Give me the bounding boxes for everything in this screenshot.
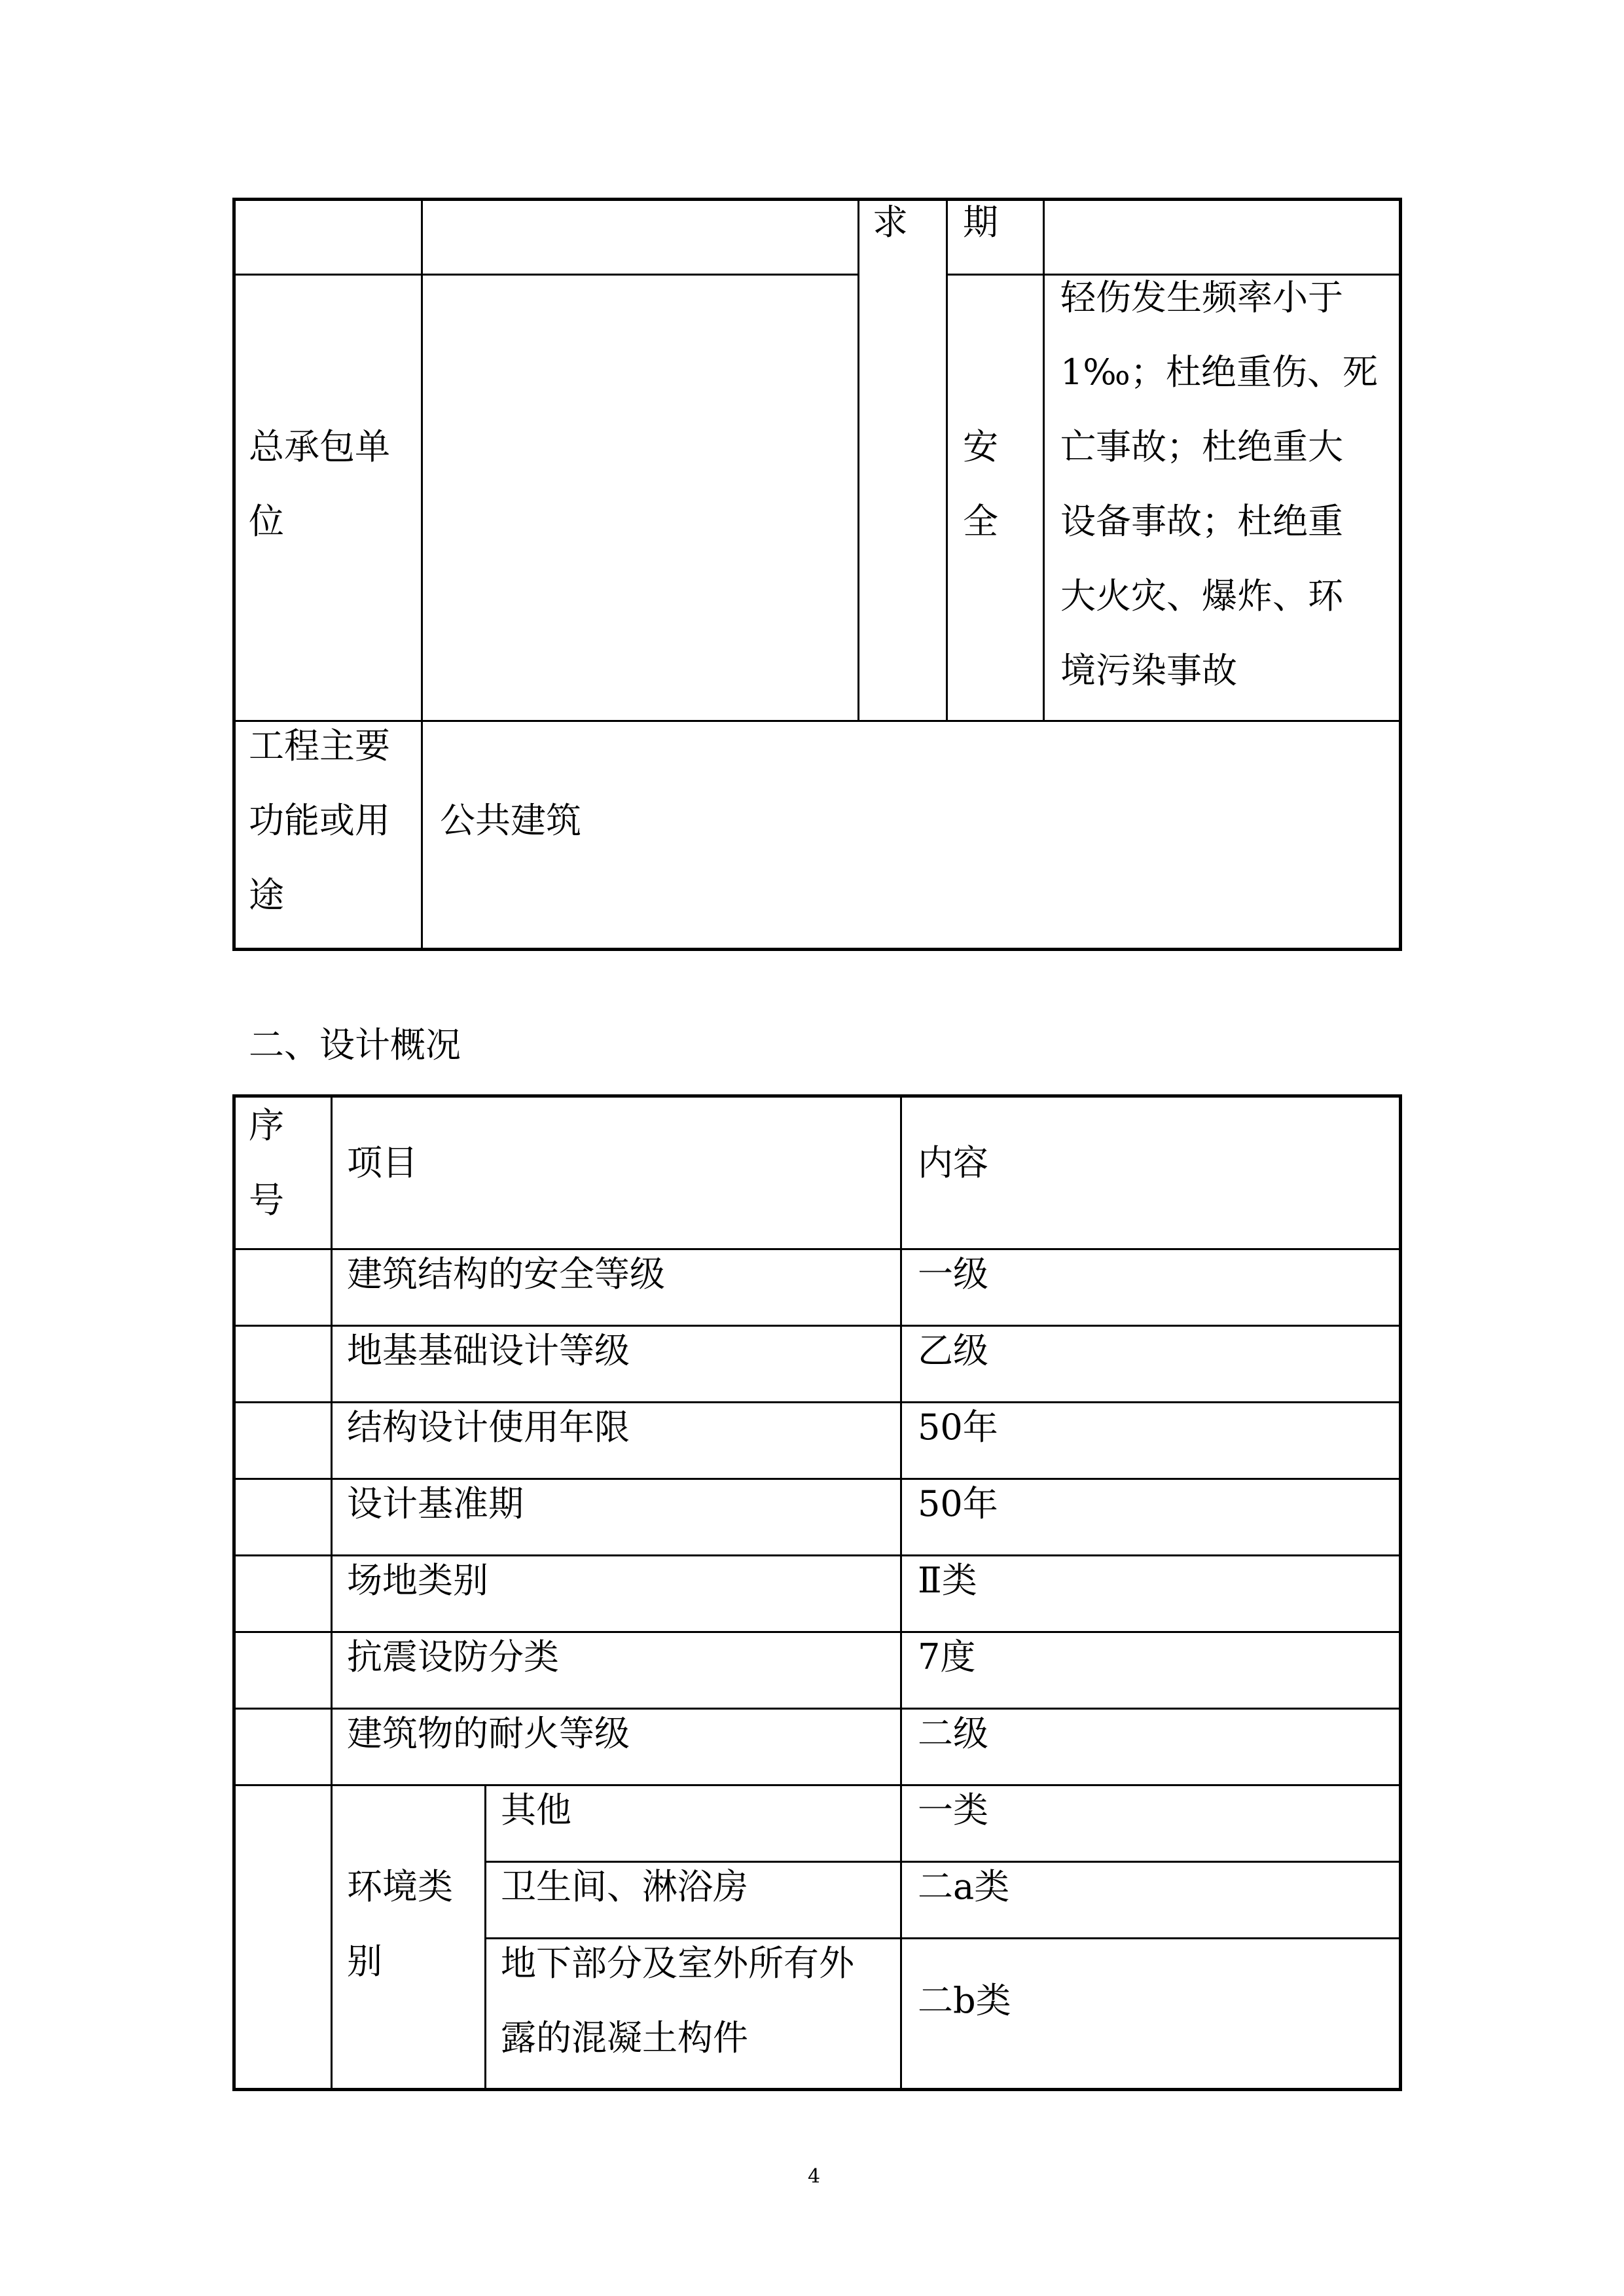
t2-left-border <box>232 1094 236 2091</box>
t1-bottom-border <box>232 948 1402 951</box>
t2-row-item: 场地类别 <box>347 1560 488 1601</box>
t2-header-seq-line1: 序 <box>249 1105 284 1146</box>
t2-row-item: 结构设计使用年限 <box>347 1407 630 1448</box>
t1-col2-divider <box>857 198 859 722</box>
t1-r3-label-line: 工程主要 <box>249 725 390 766</box>
t2-right-border <box>1399 1094 1402 2091</box>
t1-r2-value-line: 境污染事故 <box>1060 650 1237 691</box>
t2-env-label-line1: 环境类 <box>347 1866 453 1907</box>
t2-row-content: 50年 <box>918 1483 998 1524</box>
t1-right-border <box>1399 198 1402 951</box>
t2-env-sub-item: 卫生间、淋浴房 <box>501 1866 748 1907</box>
t2-col1-divider <box>331 1094 333 2091</box>
t2-row-content: Ⅱ类 <box>918 1560 977 1601</box>
t2-env-label-line2: 别 <box>347 1941 382 1982</box>
t2-row-item: 地基基础设计等级 <box>347 1330 630 1371</box>
t2-env-sub-content: 二b类 <box>918 1980 1011 2021</box>
t2-row-item: 建筑物的耐火等级 <box>347 1713 630 1754</box>
t2-row-content: 7度 <box>918 1636 976 1677</box>
t1-r2-value-line: 轻伤发生频率小于 <box>1060 277 1343 318</box>
section-title: 二、设计概况 <box>249 1024 461 1066</box>
t1-r2-sublabel-line1: 安 <box>963 426 998 467</box>
t2-bottom-border <box>232 2088 1402 2091</box>
t2-row-content: 50年 <box>918 1407 998 1448</box>
t2-row-item: 设计基准期 <box>347 1483 524 1524</box>
t2-env-sub-item-line1: 地下部分及室外所有外 <box>501 1943 854 1984</box>
t1-left-border <box>232 198 236 951</box>
t1-r2-value-line: 亡事故；杜绝重大 <box>1060 426 1343 467</box>
t2-col2-divider <box>900 1094 902 2091</box>
t2-row-divider <box>232 1784 1402 1786</box>
t1-r3-label-line: 功能或用 <box>249 800 390 841</box>
t1-col1-divider <box>421 198 423 951</box>
t2-row-content: 二级 <box>918 1713 988 1754</box>
t2-header-item: 项目 <box>347 1142 418 1183</box>
t2-row-content: 乙级 <box>918 1330 988 1371</box>
t2-env-sub-content: 一类 <box>918 1789 988 1831</box>
page-number: 4 <box>808 2165 821 2188</box>
t2-env-sub-item: 其他 <box>501 1789 571 1831</box>
t1-r2-value-line: 设备事故；杜绝重 <box>1060 501 1343 542</box>
t2-header-seq-line2: 号 <box>249 1179 284 1221</box>
t2-top-border <box>232 1094 1402 1098</box>
t1-r3-value: 公共建筑 <box>440 800 581 841</box>
t1-col4-divider <box>1043 198 1045 722</box>
t1-r2-sublabel-line2: 全 <box>963 501 998 542</box>
t1-r3-label-line: 途 <box>249 874 284 916</box>
t2-header-content: 内容 <box>918 1142 988 1183</box>
t1-r1-col4-text: 期 <box>963 202 998 243</box>
t2-row-content: 一级 <box>918 1253 988 1295</box>
t1-r2-value-line: 1‰；杜绝重伤、死 <box>1060 351 1378 393</box>
t2-row-item: 抗震设防分类 <box>347 1636 559 1677</box>
t1-col3-divider <box>946 198 948 722</box>
t1-row1-divider-left <box>232 274 859 276</box>
t2-row-item: 建筑结构的安全等级 <box>347 1253 665 1295</box>
t1-top-border <box>232 198 1402 201</box>
t1-r2-value-line: 大火灾、爆炸、环 <box>1060 575 1343 617</box>
t2-env-sub-content: 二a类 <box>918 1866 1010 1907</box>
t1-row2-divider <box>232 720 1402 722</box>
t2-env-subcol-divider <box>484 1784 486 2091</box>
t2-env-sub-item-line2: 露的混凝土构件 <box>501 2017 748 2058</box>
t1-r2-label-line2: 位 <box>249 501 284 542</box>
t1-r2-label-line1: 总承包单 <box>249 426 390 467</box>
t1-r1-col3-text: 求 <box>873 202 908 243</box>
